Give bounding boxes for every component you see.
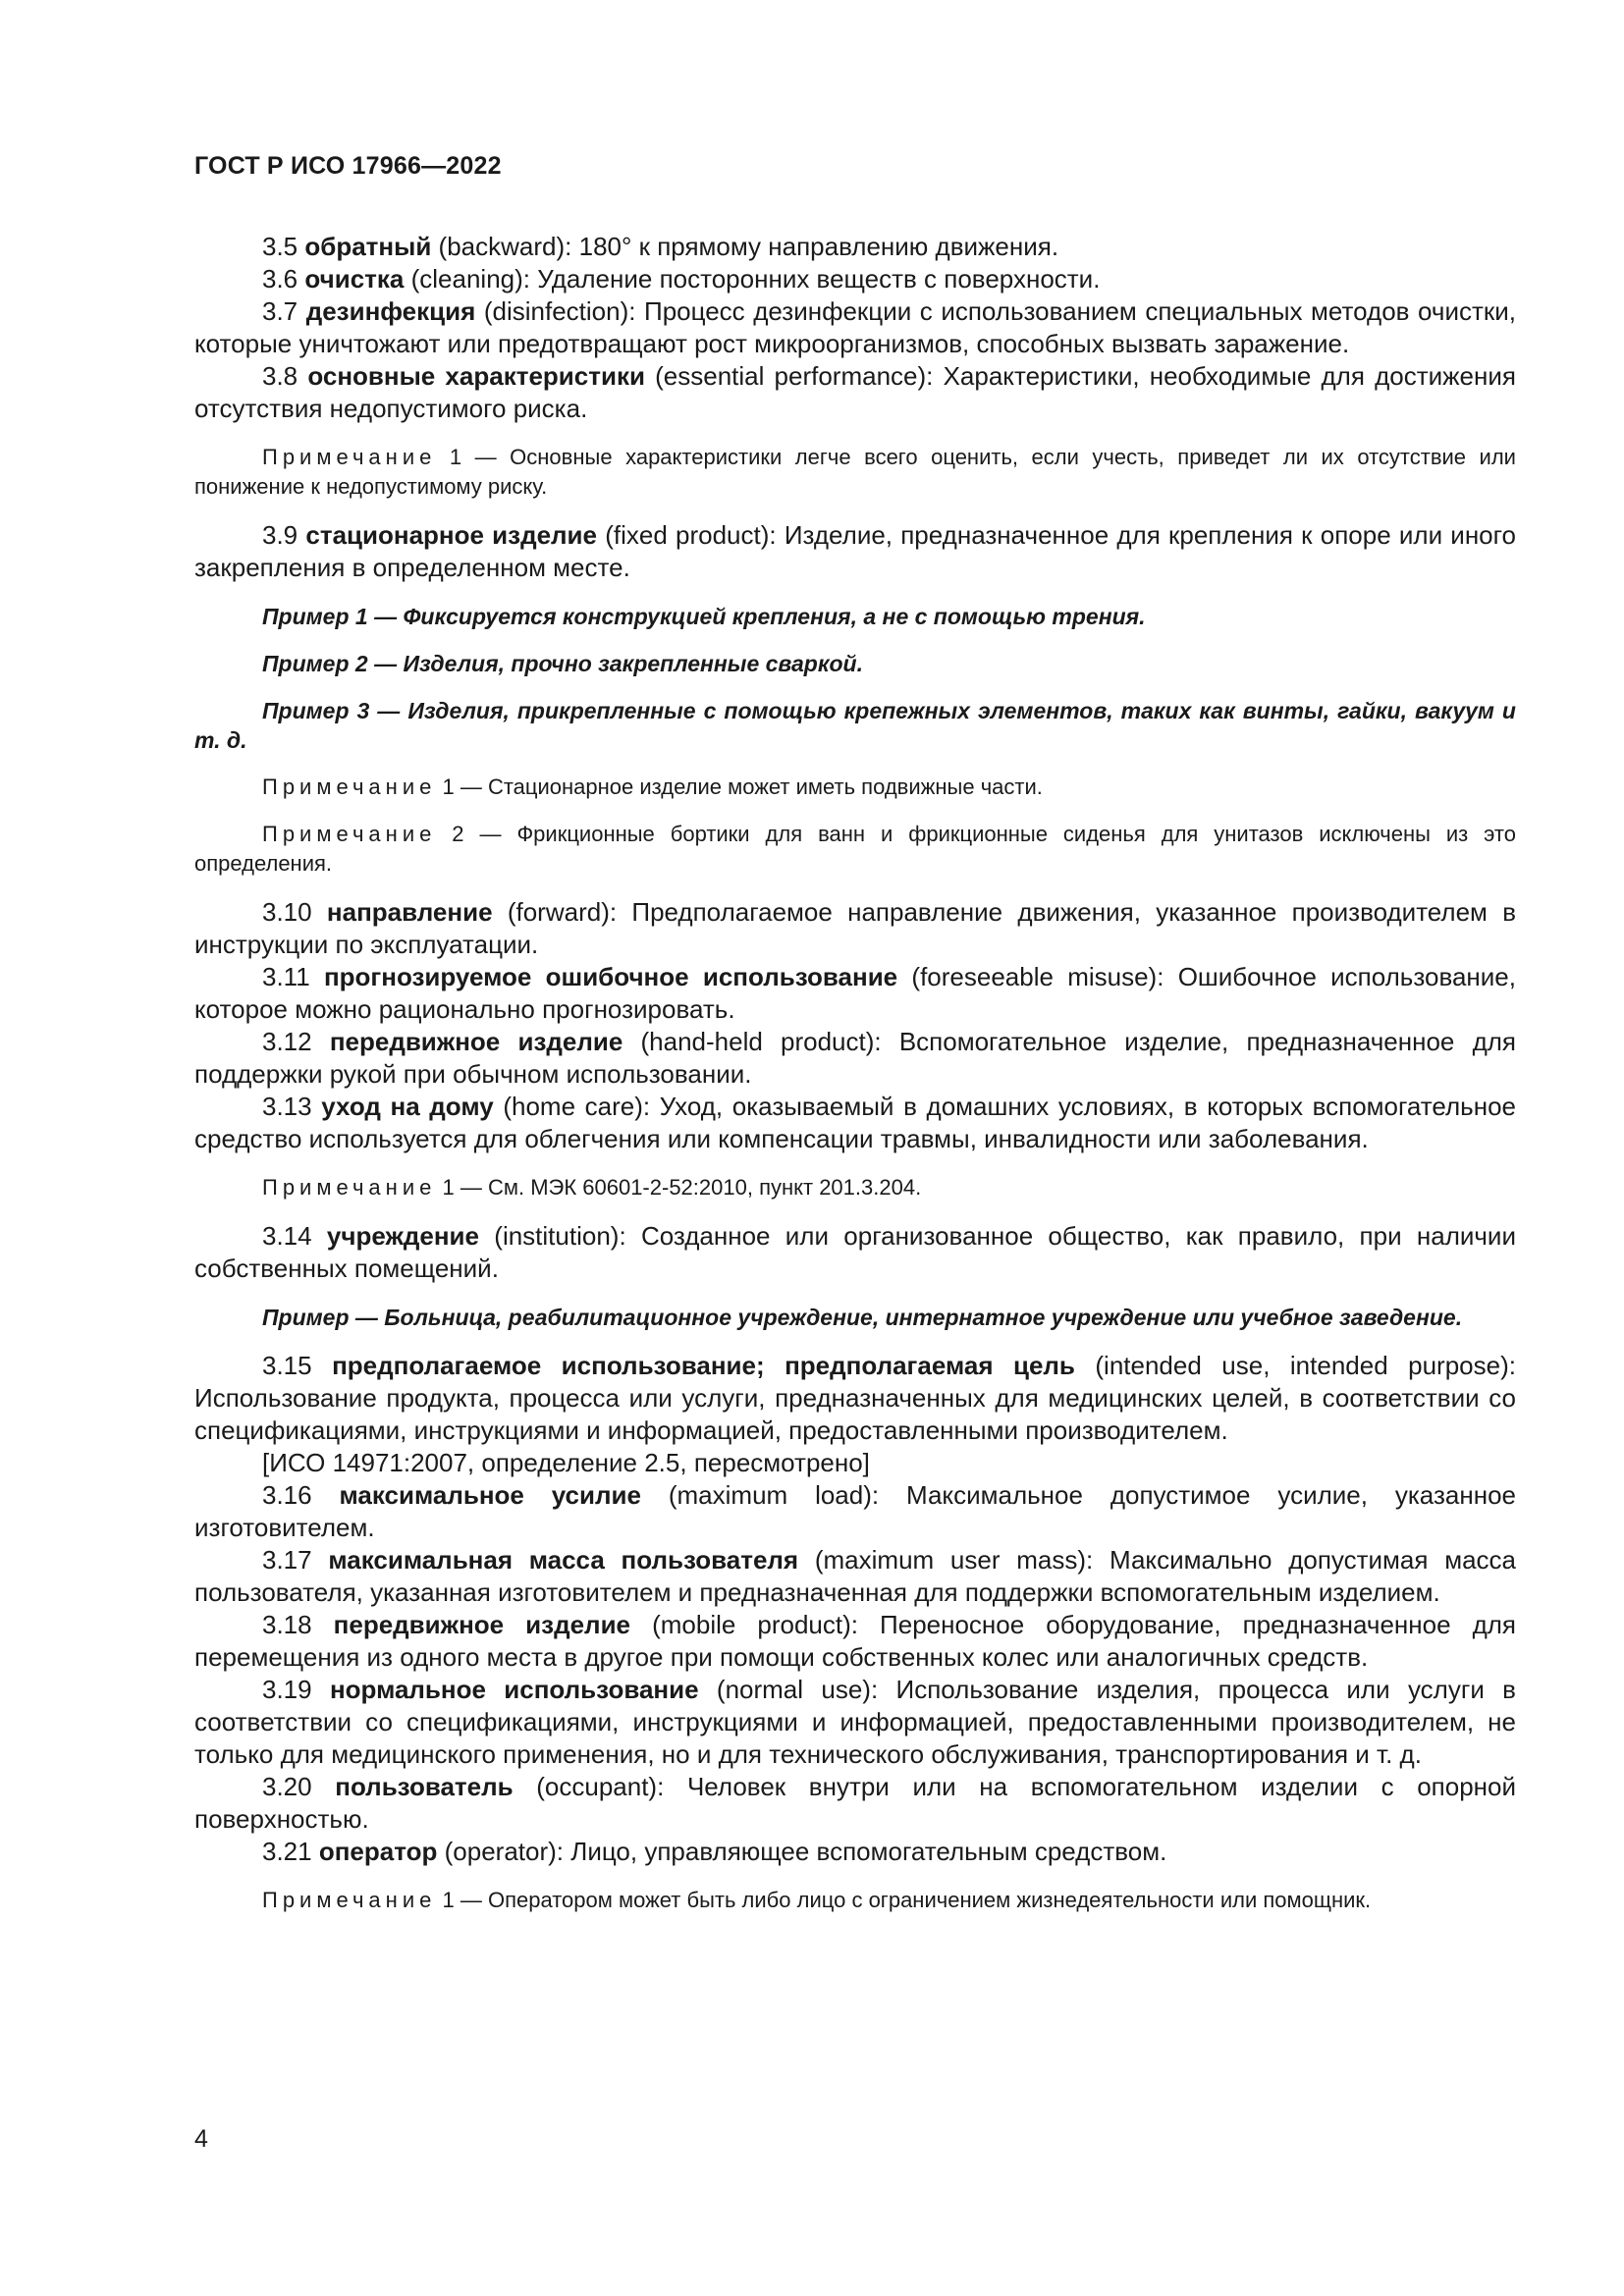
definition-3-20: 3.20 пользователь (occupant): Человек внутри или на вспомогательном изделии с опорной поверхностью. (194, 1772, 1517, 1834)
note-3-9-1: Примечание 1 — Стационарное изделие может иметь подвижные части. (262, 774, 1043, 799)
example-3-14: Пример — Больница, реабилитационное учреждение, интернатное учреждение или учебное заведение. (262, 1305, 1463, 1330)
term: направление (326, 897, 493, 927)
term: дезинфекция (305, 296, 476, 326)
term: уход на дому (321, 1092, 494, 1121)
term: передвижное изделие (333, 1610, 631, 1639)
note-3-8: Примечание 1 — Основные характеристики легче всего оценить, если учесть, приведет ли их отсутствие или понижение к недопустимому риску. (194, 445, 1516, 499)
example-3: Пример 3 — Изделия, прикрепленные с помощью крепежных элементов, таких как винты, гайки, вакуум и т. д. (194, 698, 1516, 753)
term: предполагаемое использование; предполагаемая цель (332, 1351, 1075, 1380)
definition-3-16: 3.16 максимальное усилие (maximum load): Максимальное допустимое усилие, указанное изготовителем. (194, 1480, 1516, 1542)
note-3-21: Примечание 1 — Оператором может быть либо лицо с ограничением жизнедеятельности или помощник. (262, 1888, 1372, 1912)
term: обратный (304, 232, 432, 261)
definition-3-6: 3.6 очистка (cleaning): Удаление посторонних веществ с поверхности. (262, 264, 1101, 294)
definition-3-21: 3.21 оператор (operator): Лицо, управляющее вспомогательным средством. (262, 1837, 1167, 1866)
definition-3-9: 3.9 стационарное изделие (fixed product): Изделие, предназначенное для крепления к опоре или иного закрепления в определенном месте. (194, 520, 1517, 582)
note-3-9-2: Примечание 2 — Фрикционные бортики для ванн и фрикционные сиденья для унитазов исключены из это определения. (194, 822, 1516, 876)
definition-3-7: 3.7 дезинфекция (disinfection): Процесс дезинфекции с использованием специальных методов очистки, которые уничтожают или предотвращают рост микроорганизмов, способных вызвать заражение. (194, 296, 1516, 358)
note-3-13: Примечание 1 — См. МЭК 60601-2-52:2010, пункт 201.3.204. (262, 1175, 922, 1200)
document-body (194, 231, 1516, 1915)
term: нормальное использование (329, 1675, 699, 1704)
term: пользователь (335, 1772, 514, 1801)
definition-3-11: 3.11 прогнозируемое ошибочное использование (foreseeable misuse): Ошибочное использование, которое можно рационально прогнозировать. (194, 962, 1516, 1024)
definition-3-18: 3.18 передвижное изделие (mobile product): Переносное оборудование, предназначенное для перемещения из одного места в другое при помощи собственных колес или аналогичных средств. (194, 1610, 1517, 1672)
term: оператор (318, 1837, 438, 1866)
term: прогнозируемое ошибочное использование (323, 962, 898, 991)
definition-3-15: 3.15 предполагаемое использование; предполагаемая цель (intended use, intended purpose): Использование продукта, процесса или услуги, предназначенных для медицинских целей, в соответствии со спецификациями, инструкциями и информацией, предоставленными производителем. (194, 1351, 1516, 1445)
term: очистка (304, 264, 405, 294)
definition-3-10: 3.10 направление (forward): Предполагаемое направление движения, указанное производителем в инструкции по эксплуатации. (194, 897, 1517, 959)
definition-3-13: 3.13 уход на дому (home care): Уход, оказываемый в домашних условиях, в которых вспомогательное средство используется для облегчения или компенсации травмы, инвалидности или заболевания. (194, 1092, 1517, 1153)
term: передвижное изделие (329, 1027, 623, 1056)
term: основные характеристики (307, 361, 645, 391)
definition-3-8: 3.8 основные характеристики (essential performance): Характеристики, необходимые для достижения отсутствия недопустимого риска. (194, 361, 1516, 423)
reference-3-15: [ИСО 14971:2007, определение 2.5, пересмотрено] (262, 1448, 870, 1477)
example-1: Пример 1 — Фиксируется конструкцией крепления, а не с помощью трения. (262, 604, 1146, 629)
term: стационарное изделие (305, 520, 598, 550)
page-number: 4 (194, 2125, 208, 2153)
definition-3-17: 3.17 максимальная масса пользователя (maximum user mass): Максимально допустимая масса пользователя, указанная изготовителем и предназначенная для поддержки вспомогательным изделием. (194, 1545, 1517, 1607)
example-2: Пример 2 — Изделия, прочно закрепленные сваркой. (262, 651, 863, 676)
definition-3-5: 3.5 обратный (backward): 180° к прямому направлению движения. (262, 232, 1059, 261)
definition-3-12: 3.12 передвижное изделие (hand-held product): Вспомогательное изделие, предназначенное для поддержки рукой при обычном использовании. (194, 1027, 1516, 1089)
page-header-standard-number: ГОСТ Р ИСО 17966—2022 (194, 152, 502, 180)
definition-3-19: 3.19 нормальное использование (normal use): Использование изделия, процесса или услуги в соответствии со спецификациями, инструкциями и информацией, предоставленными производителем, не только для медицинского применения, но и для технического обслуживания, транспортирования и т. д. (194, 1675, 1516, 1769)
term: учреждение (326, 1221, 479, 1251)
definition-3-14: 3.14 учреждение (institution): Созданное или организованное общество, как правило, при наличии собственных помещений. (194, 1221, 1516, 1283)
term: максимальное усилие (339, 1480, 641, 1510)
term: максимальная масса пользователя (328, 1545, 799, 1575)
